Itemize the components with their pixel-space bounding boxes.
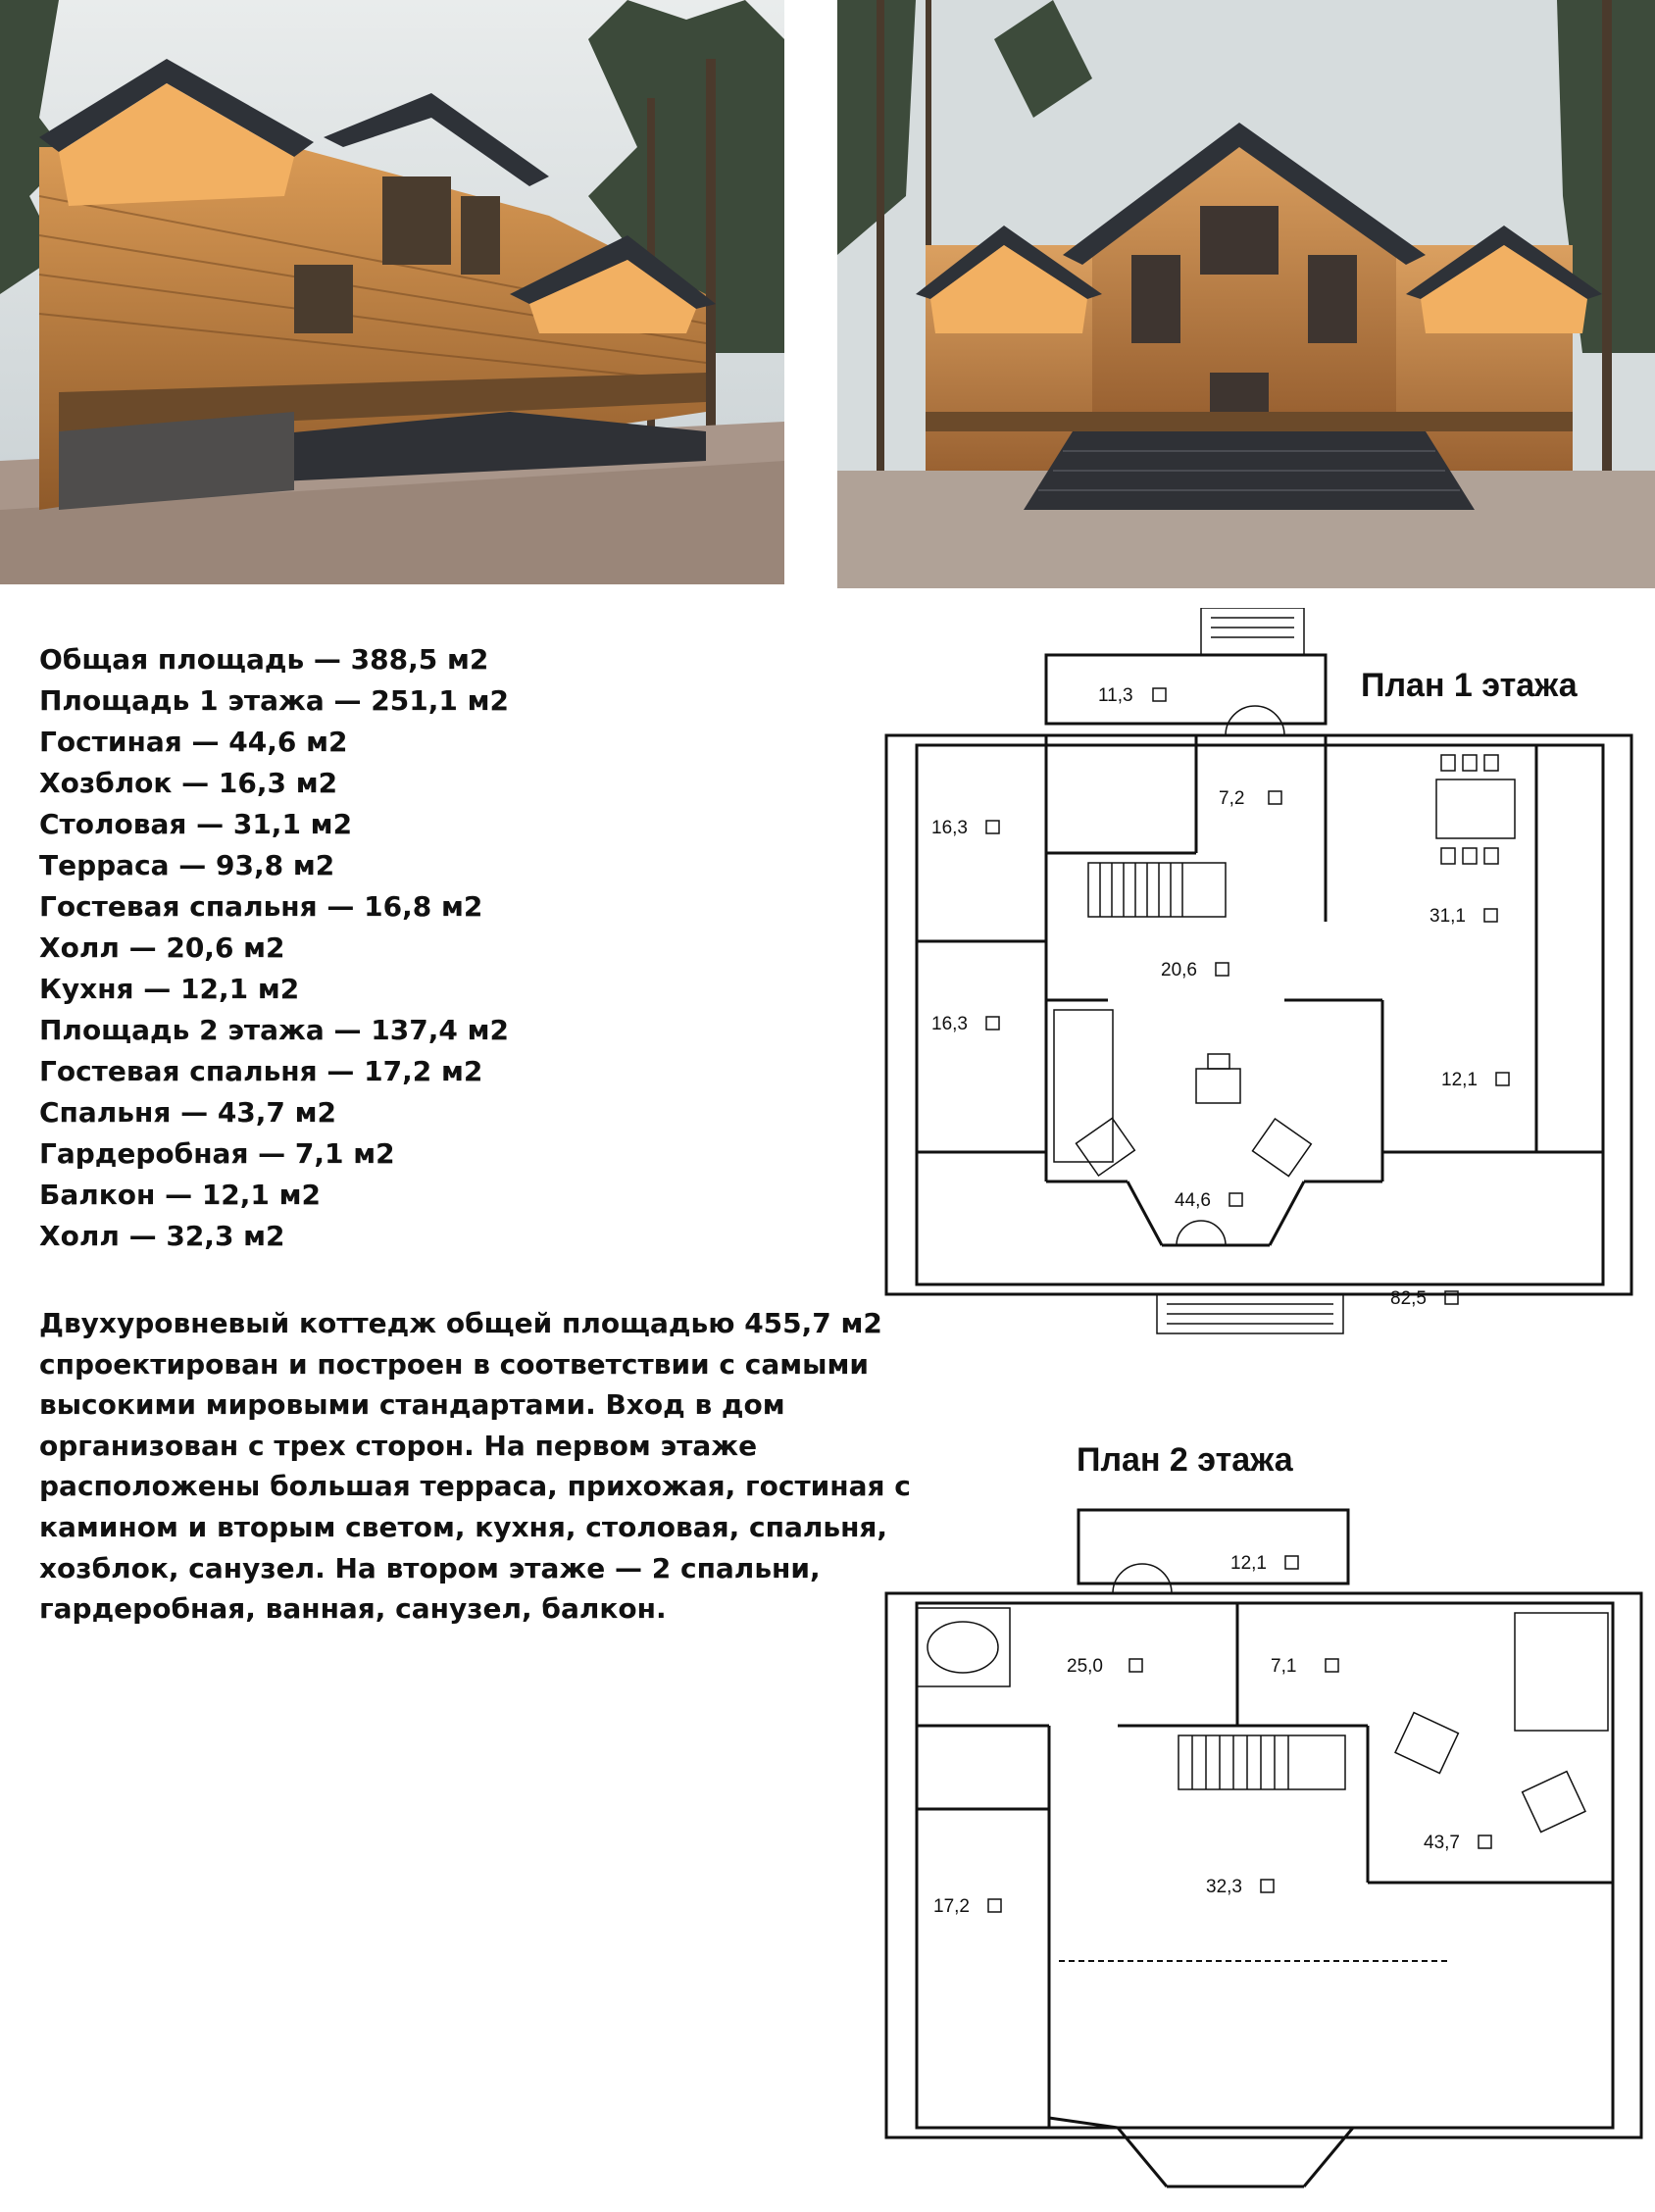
description-line: расположены большая терраса, прихожая, гостиная с: [39, 1470, 911, 1503]
house-photo-right-image: [837, 0, 1655, 588]
house-photo-left-image: [0, 0, 784, 584]
description-line: организован с трех сторон. На первом этаже: [39, 1429, 758, 1462]
spec-hall-1: Холл — 20,6 м2: [39, 931, 285, 964]
room-area-label: 82,5: [1390, 1288, 1427, 1309]
description-line: хозблок, санузел. На втором этаже — 2 спальни,: [39, 1551, 821, 1584]
description-paragraph: [39, 1303, 911, 1630]
spec-utility-room: Хозблок — 16,3 м2: [39, 767, 338, 799]
room-area-label: 16,3: [931, 1014, 968, 1034]
spec-terrace: Терраса — 93,8 м2: [39, 849, 335, 881]
room-area-label: 17,2: [933, 1896, 970, 1917]
room-area-label: 32,3: [1206, 1877, 1242, 1897]
floor-plan-1-title: План 1 этажа: [1361, 667, 1578, 704]
room-area-label: 16,3: [931, 818, 968, 838]
room-area-label: 12,1: [1230, 1553, 1267, 1574]
room-area-label: 44,6: [1175, 1190, 1211, 1211]
description-line: Двухуровневый коттедж общей площадью 455,7 м2: [39, 1307, 882, 1339]
floor-plan-2-title: План 2 этажа: [1077, 1441, 1293, 1479]
room-area-label: 25,0: [1067, 1656, 1103, 1677]
description-line: камином и вторым светом, кухня, столовая, спальня,: [39, 1510, 888, 1543]
spec-kitchen: Кухня — 12,1 м2: [39, 973, 300, 1005]
description-line: высокими мировыми стандартами. Вход в дом: [39, 1388, 785, 1422]
spec-floor1-area: Площадь 1 этажа — 251,1 м2: [39, 684, 509, 717]
spec-floor2-area: Площадь 2 этажа — 137,4 м2: [39, 1014, 509, 1046]
house-photo-left: [0, 0, 784, 584]
floor-plan-2-drawing: [873, 1432, 1655, 2208]
spec-total-area: Общая площадь — 388,5 м2: [39, 643, 489, 676]
specs-list: [39, 639, 509, 1257]
room-area-label: 7,1: [1271, 1656, 1297, 1677]
floor-plan-1: [873, 608, 1655, 1412]
spec-guest-bedroom-2: Гостевая спальня — 17,2 м2: [39, 1055, 483, 1087]
room-area-label: 20,6: [1161, 960, 1197, 980]
spec-wardrobe: Гардеробная — 7,1 м2: [39, 1137, 395, 1170]
spec-bedroom: Спальня — 43,7 м2: [39, 1096, 337, 1129]
spec-living-room: Гостиная — 44,6 м2: [39, 726, 348, 758]
room-area-label: 31,1: [1429, 906, 1466, 927]
spec-dining-room: Столовая — 31,1 м2: [39, 808, 353, 840]
floor-plan-2: [873, 1432, 1655, 2208]
floor-plan-1-drawing: [873, 608, 1655, 1412]
house-photo-right: [837, 0, 1655, 588]
spec-hall-2: Холл — 32,3 м2: [39, 1220, 285, 1252]
spec-balcony: Балкон — 12,1 м2: [39, 1179, 322, 1211]
room-area-label: 11,3: [1098, 685, 1133, 706]
spec-guest-bedroom-1: Гостевая спальня — 16,8 м2: [39, 890, 483, 923]
room-area-label: 12,1: [1441, 1070, 1478, 1090]
room-area-label: 7,2: [1219, 788, 1245, 809]
description-line: гардеробная, ванная, санузел, балкон.: [39, 1592, 667, 1626]
description-line: спроектирован и построен в соответствии с самыми: [39, 1347, 869, 1381]
room-area-label: 43,7: [1424, 1833, 1460, 1853]
